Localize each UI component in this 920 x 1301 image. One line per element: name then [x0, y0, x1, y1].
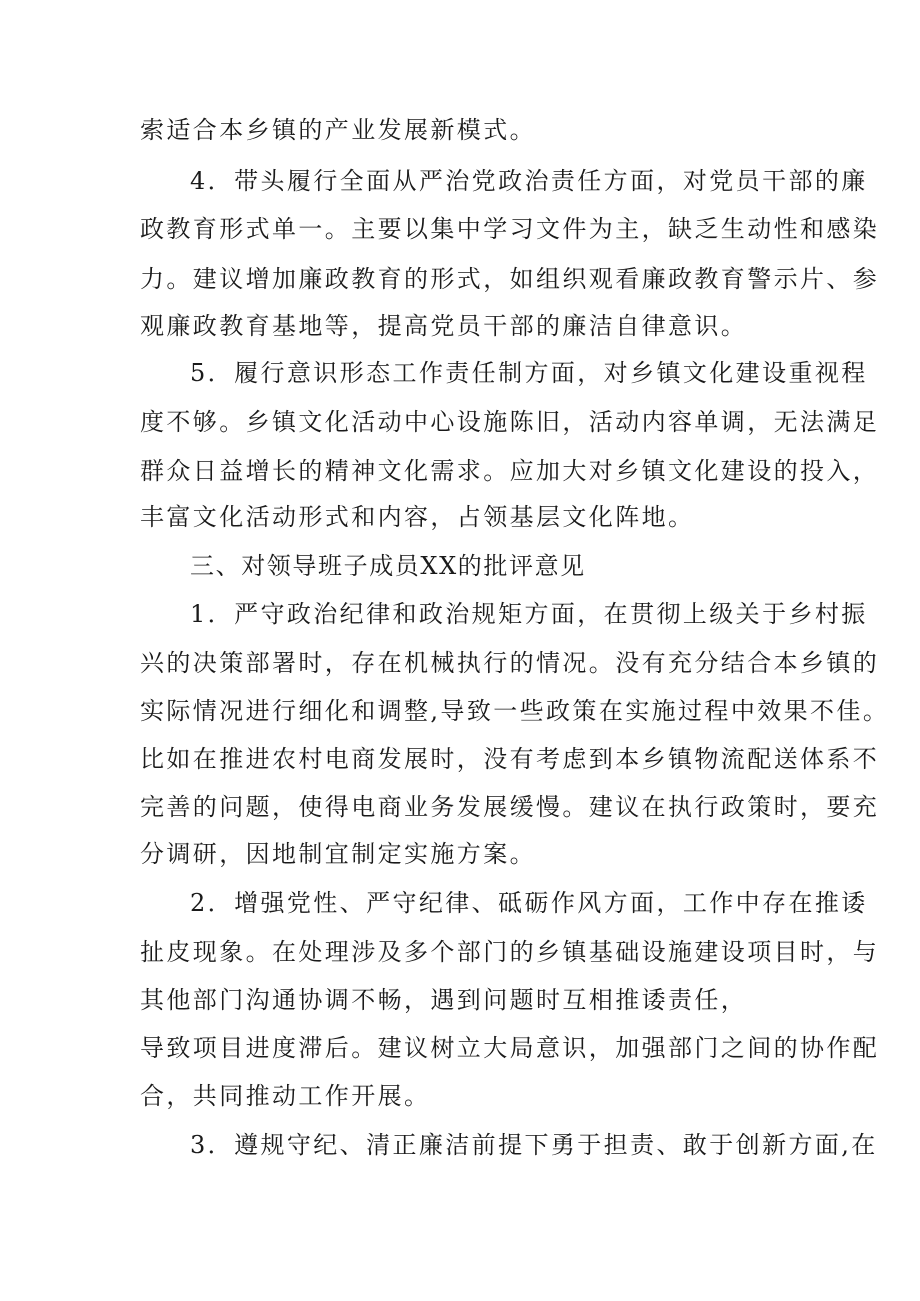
paragraph-line: 扯皮现象。在处理涉及多个部门的乡镇基础设施建设项目时，与	[140, 938, 880, 966]
paragraph-line: 其他部门沟通协调不畅，遇到问题时互相推诿责任，	[140, 986, 748, 1014]
paragraph-line: 合，共同推动工作开展。	[140, 1082, 431, 1110]
paragraph-line: 观廉政教育基地等，提高党员干部的廉洁自律意识。	[140, 312, 748, 340]
paragraph-line: 索适合本乡镇的产业发展新模式。	[140, 116, 536, 144]
paragraph-line: 丰富文化活动形式和内容，占领基层文化阵地。	[140, 503, 695, 531]
paragraph-line: 完善的问题，使得电商业务发展缓慢。建议在执行政策时，要充	[140, 793, 880, 821]
paragraph-line: 度不够。乡镇文化活动中心设施陈旧，活动内容单调，无法满足	[140, 408, 880, 436]
paragraph-line: 实际情况进行细化和调整,导致一些政策在实施过程中效果不佳。	[140, 697, 890, 725]
section-heading: 三、对领导班子成员XX的批评意见	[190, 552, 586, 580]
paragraph-line: 5．履行意识形态工作责任制方面，对乡镇文化建设重视程	[190, 359, 868, 387]
paragraph-line: 2．增强党性、严守纪律、砥砺作风方面，工作中存在推诿	[190, 889, 868, 917]
paragraph-line: 比如在推进农村电商发展时，没有考虑到本乡镇物流配送体系不	[140, 745, 880, 773]
paragraph-line: 兴的决策部署时，存在机械执行的情况。没有充分结合本乡镇的	[140, 649, 880, 677]
paragraph-line: 导致项目进度滞后。建议树立大局意识，加强部门之间的协作配	[140, 1034, 880, 1062]
paragraph-line: 1．严守政治纪律和政治规矩方面，在贯彻上级关于乡村振	[190, 600, 868, 628]
paragraph-line: 4．带头履行全面从严治党政治责任方面，对党员干部的廉	[190, 167, 868, 195]
paragraph-line: 群众日益增长的精神文化需求。应加大对乡镇文化建设的投入，	[140, 457, 880, 485]
paragraph-line: 力。建议增加廉政教育的形式，如组织观看廉政教育警示片、参	[140, 265, 880, 293]
paragraph-line: 3．遵规守纪、清正廉洁前提下勇于担责、敢于创新方面,在	[190, 1131, 878, 1159]
paragraph-line: 分调研，因地制宜制定实施方案。	[140, 840, 536, 868]
paragraph-line: 政教育形式单一。主要以集中学习文件为主，缺乏生动性和感染	[140, 215, 880, 243]
